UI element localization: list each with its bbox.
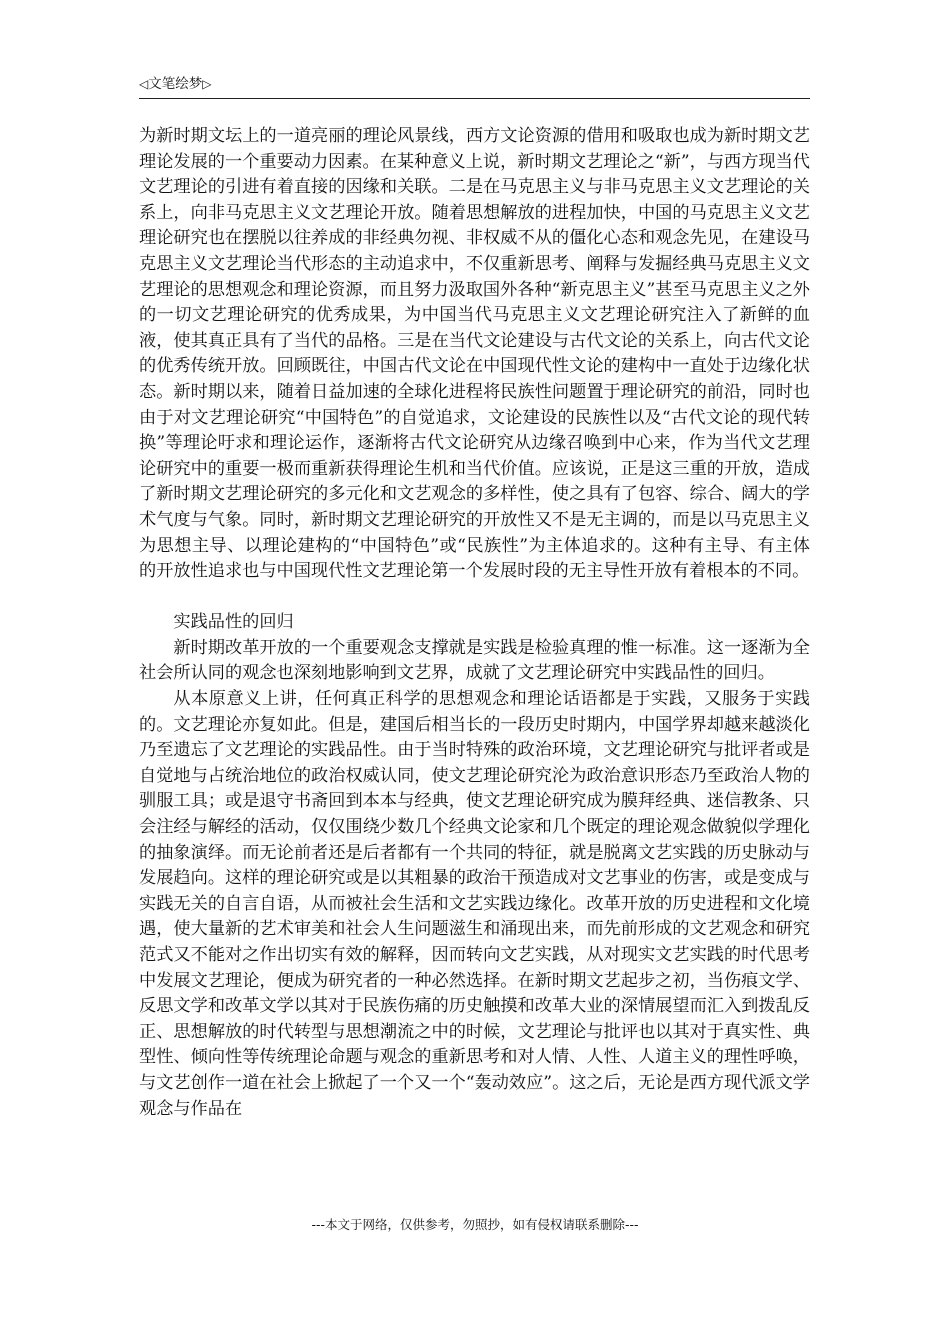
header-title: 文笔绘梦 <box>148 76 203 92</box>
page-header <box>139 74 810 99</box>
body-paragraph: 新时期改革开放的一个重要观念支撑就是实践是检验真理的惟一标准。这一逐渐为全社会所认同的观念也深刻地影响到文艺界，成就了文艺理论研究中实践品性的回归。 <box>139 637 810 684</box>
document-body <box>139 124 810 1122</box>
right-triangle-icon: ▷ <box>202 77 212 91</box>
body-paragraph-continued: 为新时期文坛上的一道亮丽的理论风景线，西方文论资源的借用和吸取也成为新时期文艺理论发展的一个重要动力因素。在某种意义上说，新时期文艺理论之“新”，与西方现当代文艺理论的引进有着直接的因缘和关联。二是在马克思主义与非马克思主义文艺理论的关系上，向非马克思主义文艺理论开放。随着思想解放的进程加快，中国的马克思主义文艺理论研究也在摆脱以往养成的非经典勿视、非权威不从的僵化心态和观念先见，在建设马克思主义文艺理论当代形态的主动追求中，不仅重新思考、阐释与发掘经典马克思主义文艺理论的思想观念和理论资源，而且努力汲取国外各种“新克思主义”甚至马克思主义之外的一切文艺理论研究的优秀成果，为中国当代马克思主义文艺理论研究注入了新鲜的血液，使其真正具有了当代的品格。三是在当代文论建设与古代文论的关系上，向古代文论的优秀传统开放。回顾既往，中国古代文论在中国现代性文论的建构中一直处于边缘化状态。新时期以来，随着日益加速的全球化进程将民族性问题置于理论研究的前沿，同时也由于对文艺理论研究“中国特色”的自觉追求，文论建设的民族性以及“古代文论的现代转换”等理论吁求和理论运作，逐渐将古代文论研究从边缘召唤到中心来，作为当代文艺理论研究中的重要一极而重新获得理论生机和当代价值。应该说，正是这三重的开放，造成了新时期文艺理论研究的多元化和文艺观念的多样性，使之具有了包容、综合、阔大的学术气度与气象。同时，新时期文艺理论研究的开放性又不是无主调的，而是以马克思主义为思想主导、以理论建构的“中国特色”或“民族性”为主体追求的。这种有主导、有主体的开放性追求也与中国现代性文艺理论第一个发展时段的无主导性开放有着根本的不同。 <box>139 126 810 582</box>
page-footer-disclaimer: ---本文于网络，仅供参考，勿照抄，如有侵权请联系删除--- <box>311 1217 639 1232</box>
left-triangle-icon: ◁ <box>139 77 149 91</box>
header-brand <box>139 76 211 92</box>
section-heading: 实践品性的回归 <box>173 612 294 633</box>
body-paragraph: 从本原意义上讲，任何真正科学的思想观念和理论话语都是于实践，又服务于实践的。文艺理论亦复如此。但是，建国后相当长的一段历史时期内，中国学界却越来越淡化乃至遗忘了文艺理论的实践品性。由于当时特殊的政治环境，文艺理论研究与批评者或是自觉地与占统治地位的政治权威认同，使文艺理论研究沦为政治意识形态乃至政治人物的驯服工具；或是退守书斋回到本本与经典，使文艺理论研究成为膜拜经典、迷信教条、只会注经与解经的活动，仅仅围绕少数几个经典文论家和几个既定的理论观念做貌似学理化的抽象演绎。而无论前者还是后者都有一个共同的特征，就是脱离文艺实践的历史脉动与发展趋向。这样的理论研究或是以其粗暴的政治干预造成对文艺事业的伤害，或是变成与实践无关的自言自语，从而被社会生活和文艺实践边缘化。改革开放的历史进程和文化境遇，使大量新的艺术审美和社会人生问题滋生和涌现出来，而先前形成的文艺观念和研究范式又不能对之作出切实有效的解释，因而转向文艺实践，从对现实文艺实践的时代思考中发展文艺理论，便成为研究者的一种必然选择。在新时期文艺起步之初，当伤痕文学、反思文学和改革文学以其对于民族伤痛的历史触摸和改革大业的深情展望而汇入到拨乱反正、思想解放的时代转型与思想潮流之中的时候，文艺理论与批评也以其对于真实性、典型性、倾向性等传统理论命题与观念的重新思考和对人情、人性、人道主义的理性呼唤，与文艺创作一道在社会上掀起了一个又一个“轰动效应”。这之后，无论是西方现代派文学观念与作品在 <box>139 689 810 1119</box>
